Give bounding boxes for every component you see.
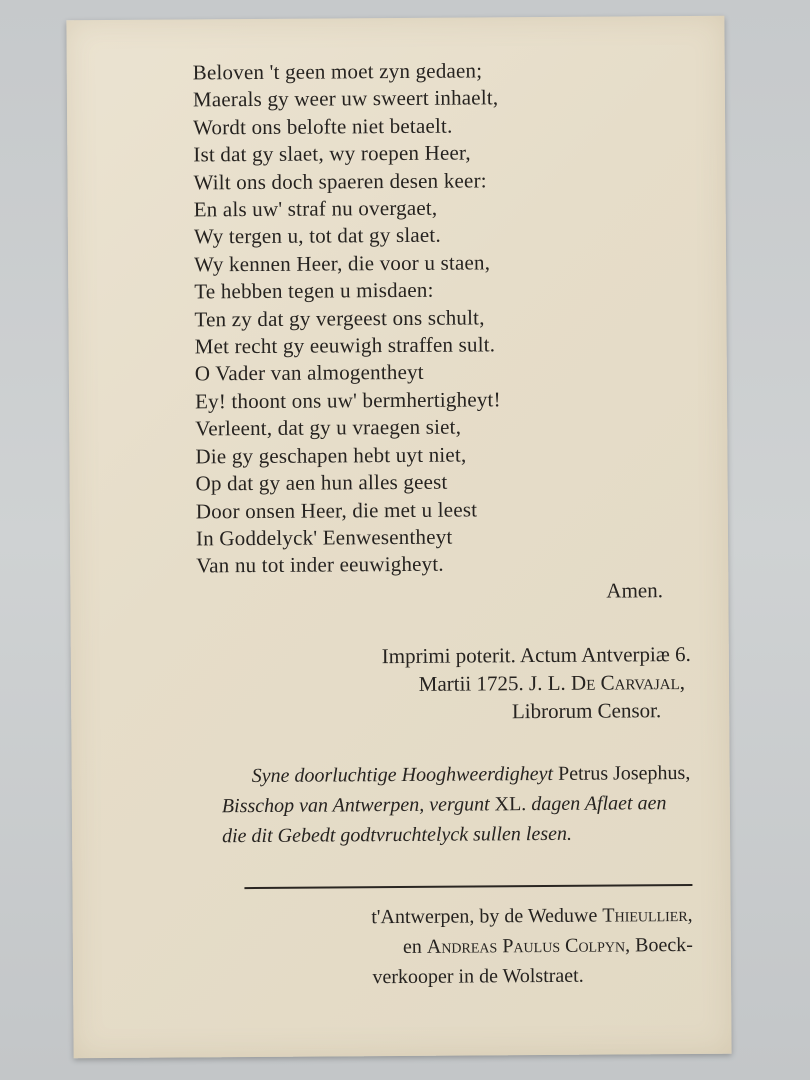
printed-sheet (66, 16, 731, 1059)
imprimatur (211, 640, 692, 727)
printer-imprint (223, 900, 694, 993)
poem-line: Wordt ons belofte niet betaelt. (193, 113, 453, 140)
bishop-name: Petrus Josephus, (557, 761, 691, 785)
printer-text: Boeck- (635, 933, 693, 957)
poem-line: Ten zy dat gy vergeest ons schult, (194, 305, 485, 332)
divider-rule (244, 884, 692, 889)
imprimatur-line-1: Imprimi poterit. Actum Antverpiæ 6. (381, 641, 691, 669)
indulgence-days: XL. (494, 793, 527, 816)
poem (193, 56, 697, 580)
poem-line: O Vader van almogentheyt (194, 360, 424, 386)
indulgence-text: Syne doorluchtige Hooghweerdigheyt (251, 762, 554, 788)
printer-text: t'Antwerpen, by de Weduwe (371, 904, 598, 929)
printer-name: Andreas Paulus Colpyn, (426, 934, 631, 958)
printer-name: Thieullier, (602, 903, 693, 927)
censor-name: J. L. De Carvajal, (528, 670, 686, 696)
poem-line: Verleent, dat gy u vraegen siet, (195, 414, 462, 441)
poem-line: Op dat gy aen hun alles geest (195, 469, 448, 496)
amen: Amen. (606, 578, 664, 603)
indulgence-text: dagen Aflaet aen die dit Gebedt godtvruchtelyck sullen lesen. (222, 792, 667, 848)
printer-line-1 (223, 900, 693, 933)
printer-line-2 (223, 930, 693, 963)
printer-text: en (402, 935, 422, 958)
indulgence-text: Bisschop van Antwerpen, vergunt (221, 793, 490, 818)
poem-line: Te hebben tegen u misdaen: (194, 278, 434, 304)
poem-line: Ist dat gy slaet, wy roepen Heer, (193, 140, 471, 167)
poem-line: Van nu tot inder eeuwigheyt. (196, 552, 444, 578)
poem-line: Maerals gy weer uw sweert inhaelt, (192, 85, 499, 112)
poem-line: Met recht gy eeuwigh straffen sult. (194, 332, 496, 359)
poem-line: In Goddelyck' Eenwesentheyt (195, 524, 453, 551)
imprimatur-line-2 (211, 668, 691, 699)
poem-line: Beloven 't geen moet zyn gedaen; (192, 58, 483, 85)
printer-line-3: verkooper in de Wolstraet. (372, 964, 584, 989)
imprimatur-date: Martii 1725. (418, 671, 524, 696)
imprimatur-line-3: Librorum Censor. (511, 698, 662, 724)
indulgence-notice (222, 758, 693, 851)
poem-line: Wilt ons doch spaeren desen keer: (193, 168, 487, 195)
poem-line: Wy tergen u, tot dat gy slaet. (193, 223, 441, 249)
poem-line: Wy kennen Heer, die voor u staen, (194, 250, 491, 277)
poem-line: Ey! thoont ons uw' bermhertigheyt! (194, 387, 501, 414)
poem-line: Door onsen Heer, die met u leest (195, 496, 478, 523)
poem-line: Die gy geschapen hebt uyt niet, (195, 442, 467, 469)
poem-line: En als uw' straf nu overgaet, (193, 195, 438, 222)
